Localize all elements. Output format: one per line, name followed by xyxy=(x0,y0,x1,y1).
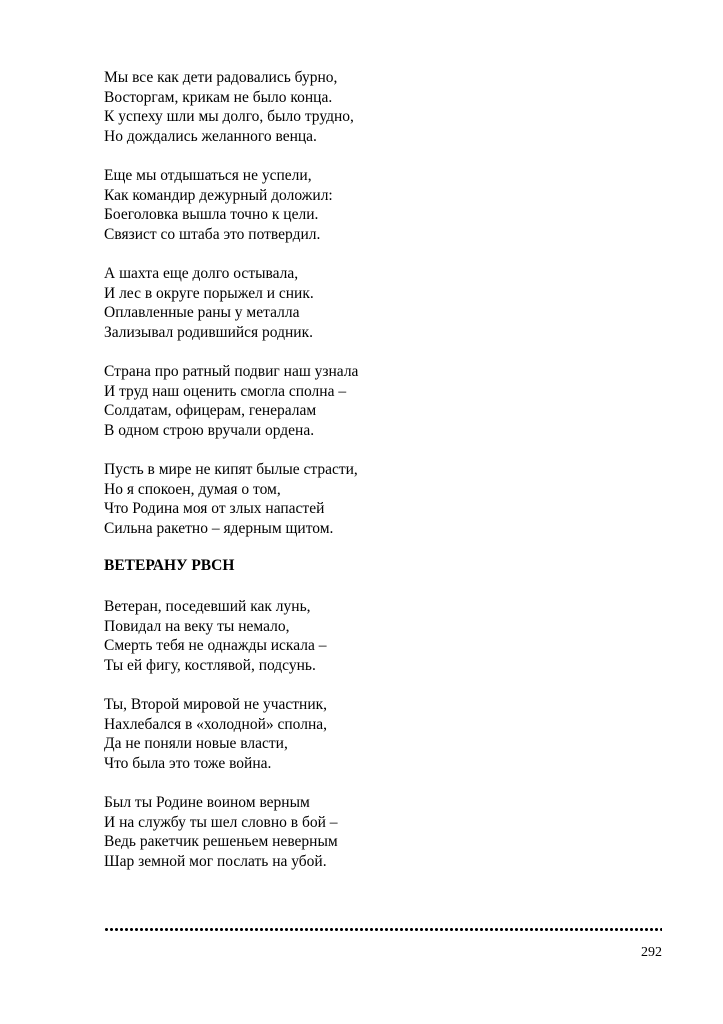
verse-line: И на службу ты шел словно в бой – xyxy=(104,813,338,831)
verse-line: И лес в округе порыжел и сник. xyxy=(104,284,314,302)
verse-line: Пусть в мире не кипят былые страсти, xyxy=(104,461,358,478)
verse-line: Шар земной мог послать на убой. xyxy=(104,852,327,870)
footer-dotted-rule xyxy=(104,927,662,932)
verse-line: В одном строю вручали ордена. xyxy=(104,421,315,439)
verse-line: Связист со штаба это потвердил. xyxy=(104,225,321,243)
verse-line: Как командир дежурный доложил: xyxy=(104,186,333,204)
verse-line: Да не поняли новые власти, xyxy=(104,735,288,753)
verse-line: Ты, Второй мировой не участник, xyxy=(104,696,328,713)
verse-line: Еще мы отдышаться не успели, xyxy=(104,167,312,184)
verse-line: Зализывал родившийся родник. xyxy=(104,323,313,341)
verse-line: Солдатам, офицерам, генералам xyxy=(104,402,317,420)
stanza-1 xyxy=(104,68,354,146)
poem-title: ВЕТЕРАНУ РВСН xyxy=(104,557,235,574)
verse-line: Ведь ракетчик решеньем неверным xyxy=(104,833,338,851)
verse-line: Мы все как дети радовались бурно, xyxy=(104,69,338,86)
verse-line: Повидал на веку ты немало, xyxy=(104,617,290,635)
verse-line: К успеху шли мы долго, было трудно, xyxy=(104,108,354,126)
verse-line: И труд наш оценить смогла сполна – xyxy=(104,382,347,400)
verse-line: Был ты Родине воином верным xyxy=(104,794,310,811)
verse-line: Но дождались желанного венца. xyxy=(104,127,317,145)
stanza-2 xyxy=(104,166,333,244)
verse-line: Ветеран, поседевший как лунь, xyxy=(104,598,311,615)
verse-line: Что была это тоже война. xyxy=(104,754,272,772)
verse-line: Восторгам, крикам не было конца. xyxy=(104,88,333,106)
verse-line: Нахлебался в «холодной» сполна, xyxy=(104,715,328,733)
verse-line: Ты ей фигу, костлявой, подсунь. xyxy=(104,656,316,674)
verse-line: Страна про ратный подвиг наш узнала xyxy=(104,363,359,380)
stanza-4 xyxy=(104,362,358,440)
verse-line: А шахта еще долго остывала, xyxy=(104,265,299,282)
verse-line: Смерть тебя не однажды искала – xyxy=(104,637,327,655)
verse-line: Сильна ракетно – ядерным щитом. xyxy=(104,519,334,537)
verse-line: Боеголовка вышла точно к цели. xyxy=(104,206,319,224)
stanza-5 xyxy=(104,460,358,538)
verse-line: Но я спокоен, думая о том, xyxy=(104,480,281,498)
verse-line: Что Родина моя от злых напастей xyxy=(104,500,325,518)
stanza-7 xyxy=(104,695,327,773)
verse-line: Оплавленные раны у металла xyxy=(104,304,300,322)
stanza-8 xyxy=(104,793,338,871)
page-number: 292 xyxy=(641,945,662,960)
stanza-6 xyxy=(104,597,326,675)
stanza-3 xyxy=(104,264,314,342)
